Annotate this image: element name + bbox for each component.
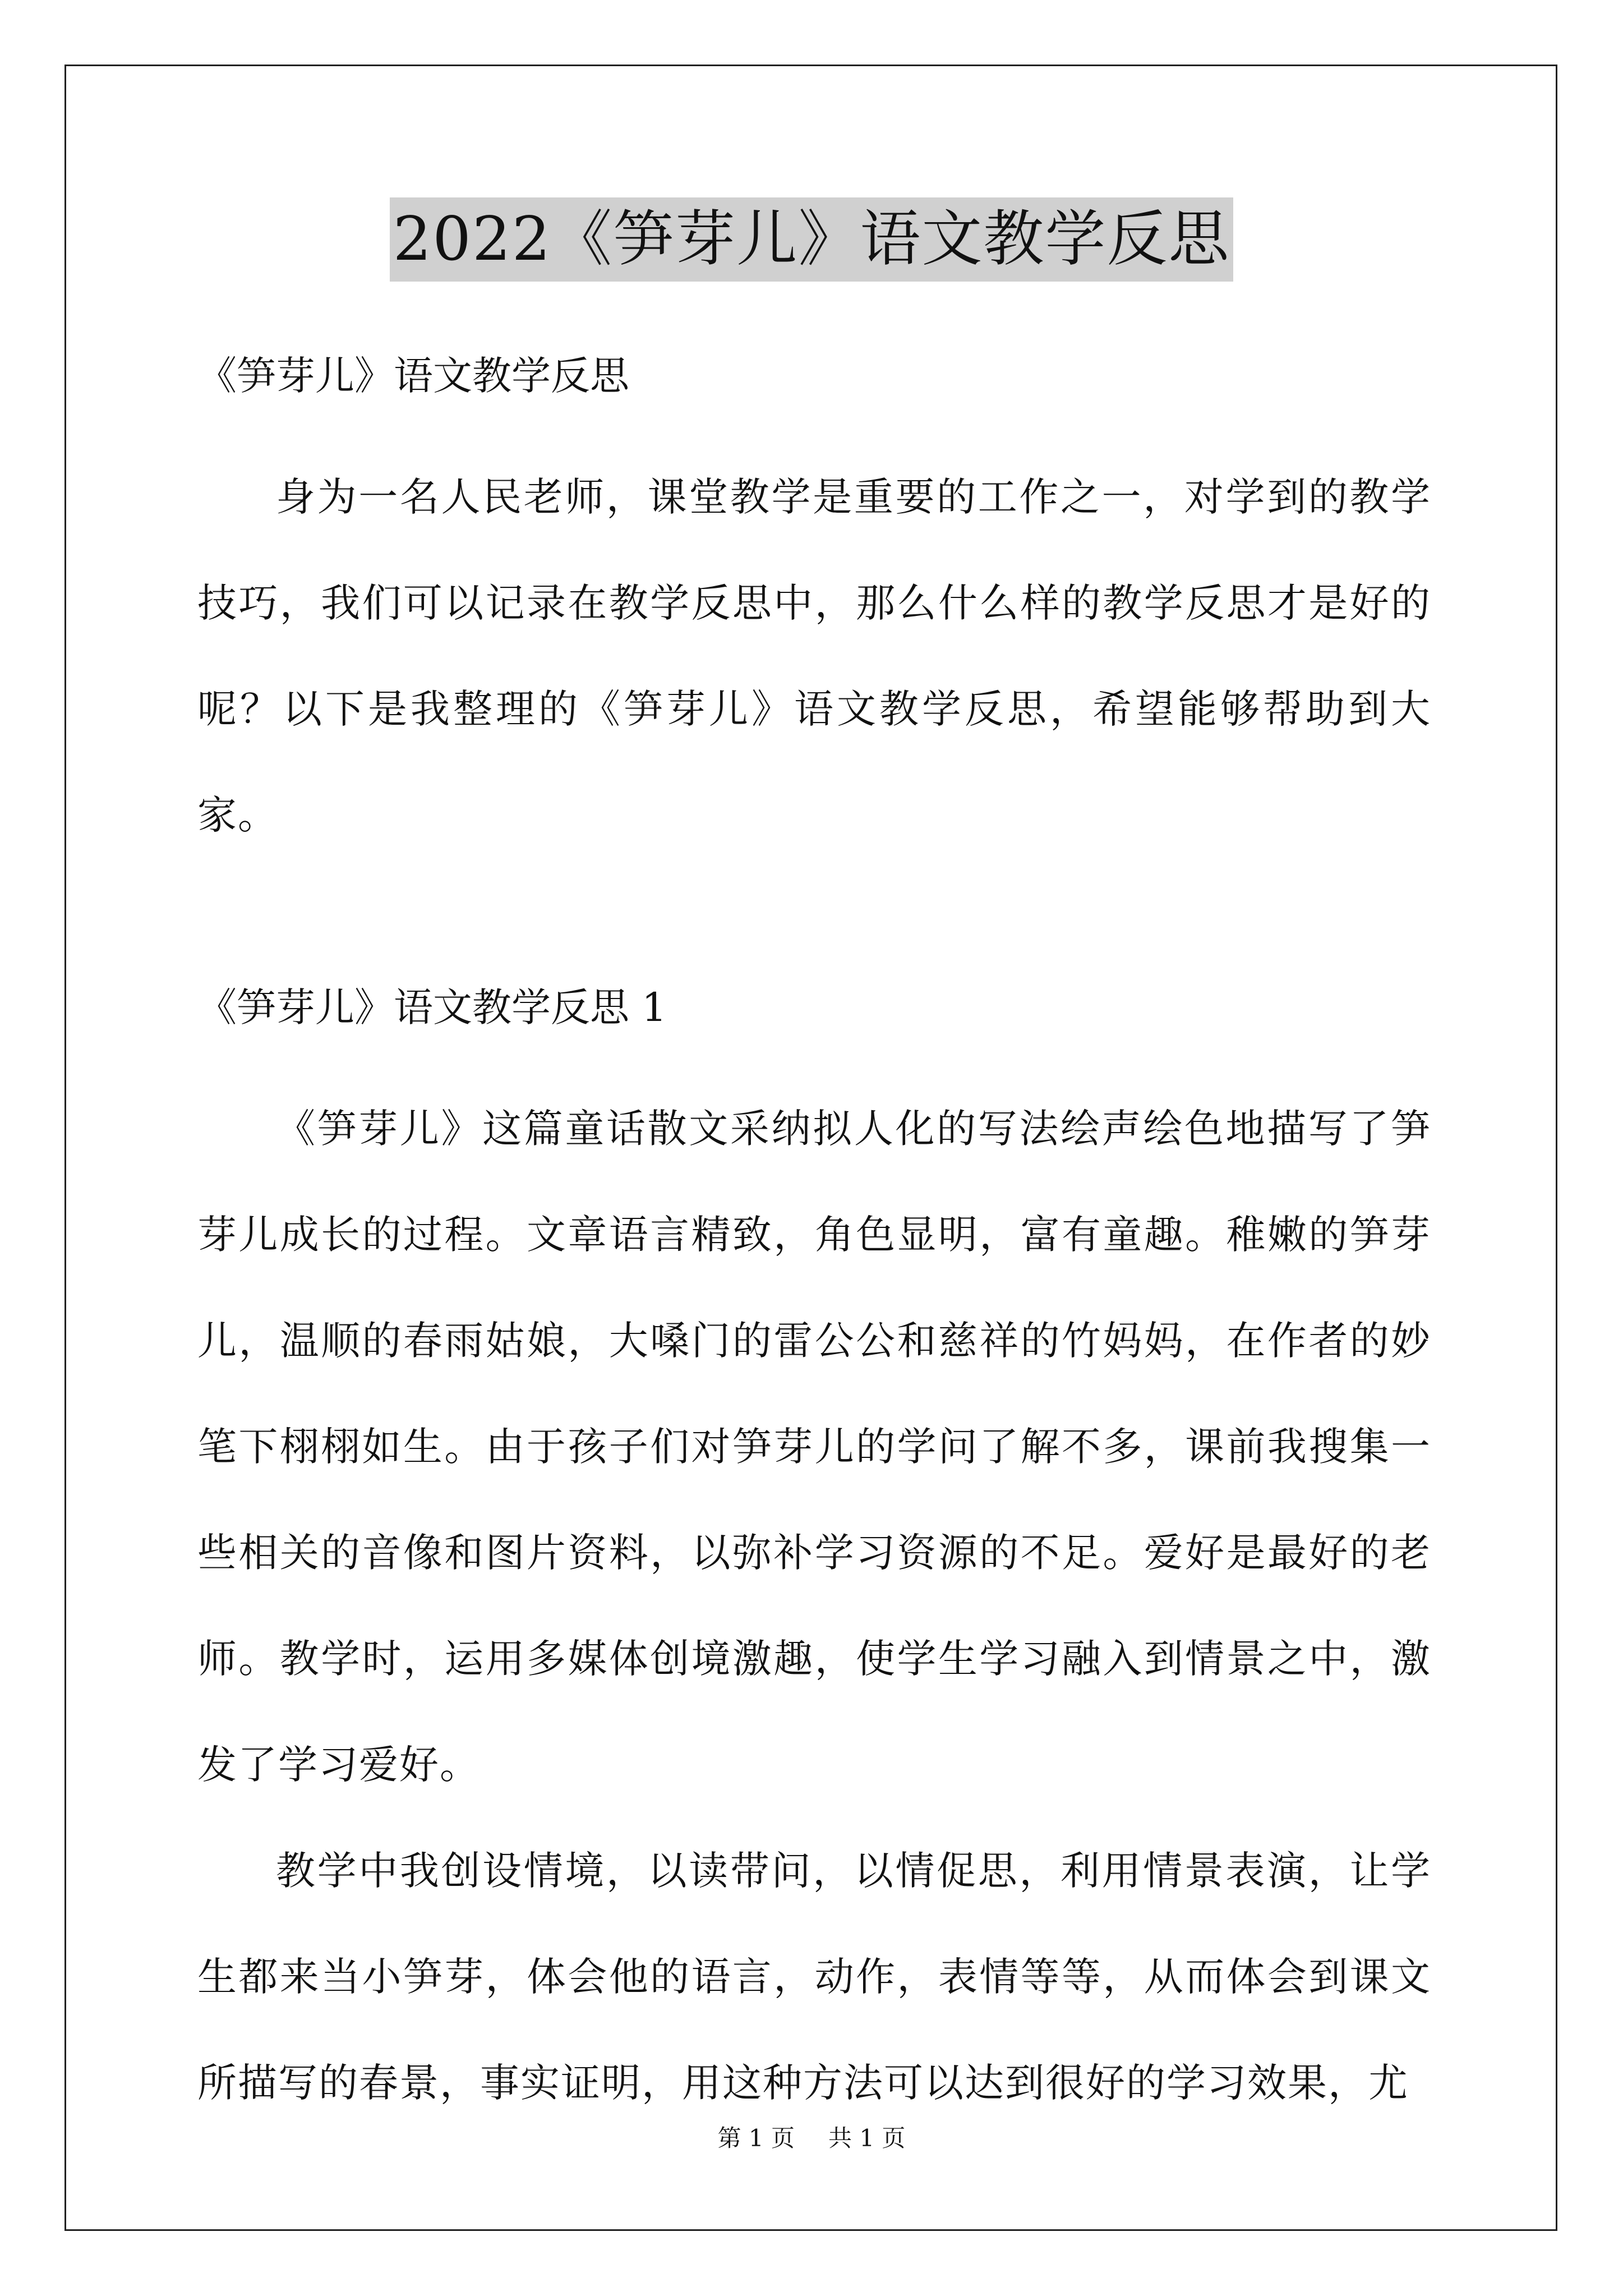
- document-body: [197, 348, 1431, 2136]
- page-footer: [0, 2122, 1623, 2155]
- document-title: 2022《笋芽儿》语文教学反思: [390, 197, 1234, 282]
- body-paragraph: 教学中我创设情境，以读带问，以情促思，利用情景表演，让学生都来当小笋芽，体会他的语言，动作，表情等等，从而体会到课文所描写的春景，事实证明，用这种方法可以达到很好的学习效果，尤: [197, 1848, 1431, 2106]
- body-paragraph: 《笋芽儿》这篇童话散文采纳拟人化的写法绘声绘色地描写了笋芽儿成长的过程。文章语言精致，角色显明，富有童趣。稚嫩的笋芽儿，温顺的春雨姑娘，大嗓门的雷公公和慈祥的竹妈妈，在作者的妙笔下栩栩如生。由于孩子们对笋芽儿的学问了解不多，课前我搜集一些相关的音像和图片资料，以弥补学习资源的不足。爱好是最好的老师。教学时，运用多媒体创境激趣，使学生学习融入到情景之中，激发了学习爱好。: [197, 1106, 1431, 1788]
- section-heading: 《笋芽儿》语文教学反思 1: [197, 984, 667, 1030]
- intro-paragraph: 身为一名人民老师，课堂教学是重要的工作之一，对学到的教学技巧，我们可以记录在教学反思中，那么什么样的教学反思才是好的呢？以下是我整理的《笋芽儿》语文教学反思，希望能够帮助到大家。: [197, 474, 1431, 838]
- page-number: 第 1 页: [717, 2124, 795, 2152]
- page-total: 共 1 页: [828, 2124, 906, 2152]
- title-container: [0, 197, 1623, 282]
- document-subtitle: 《笋芽儿》语文教学反思: [197, 353, 629, 399]
